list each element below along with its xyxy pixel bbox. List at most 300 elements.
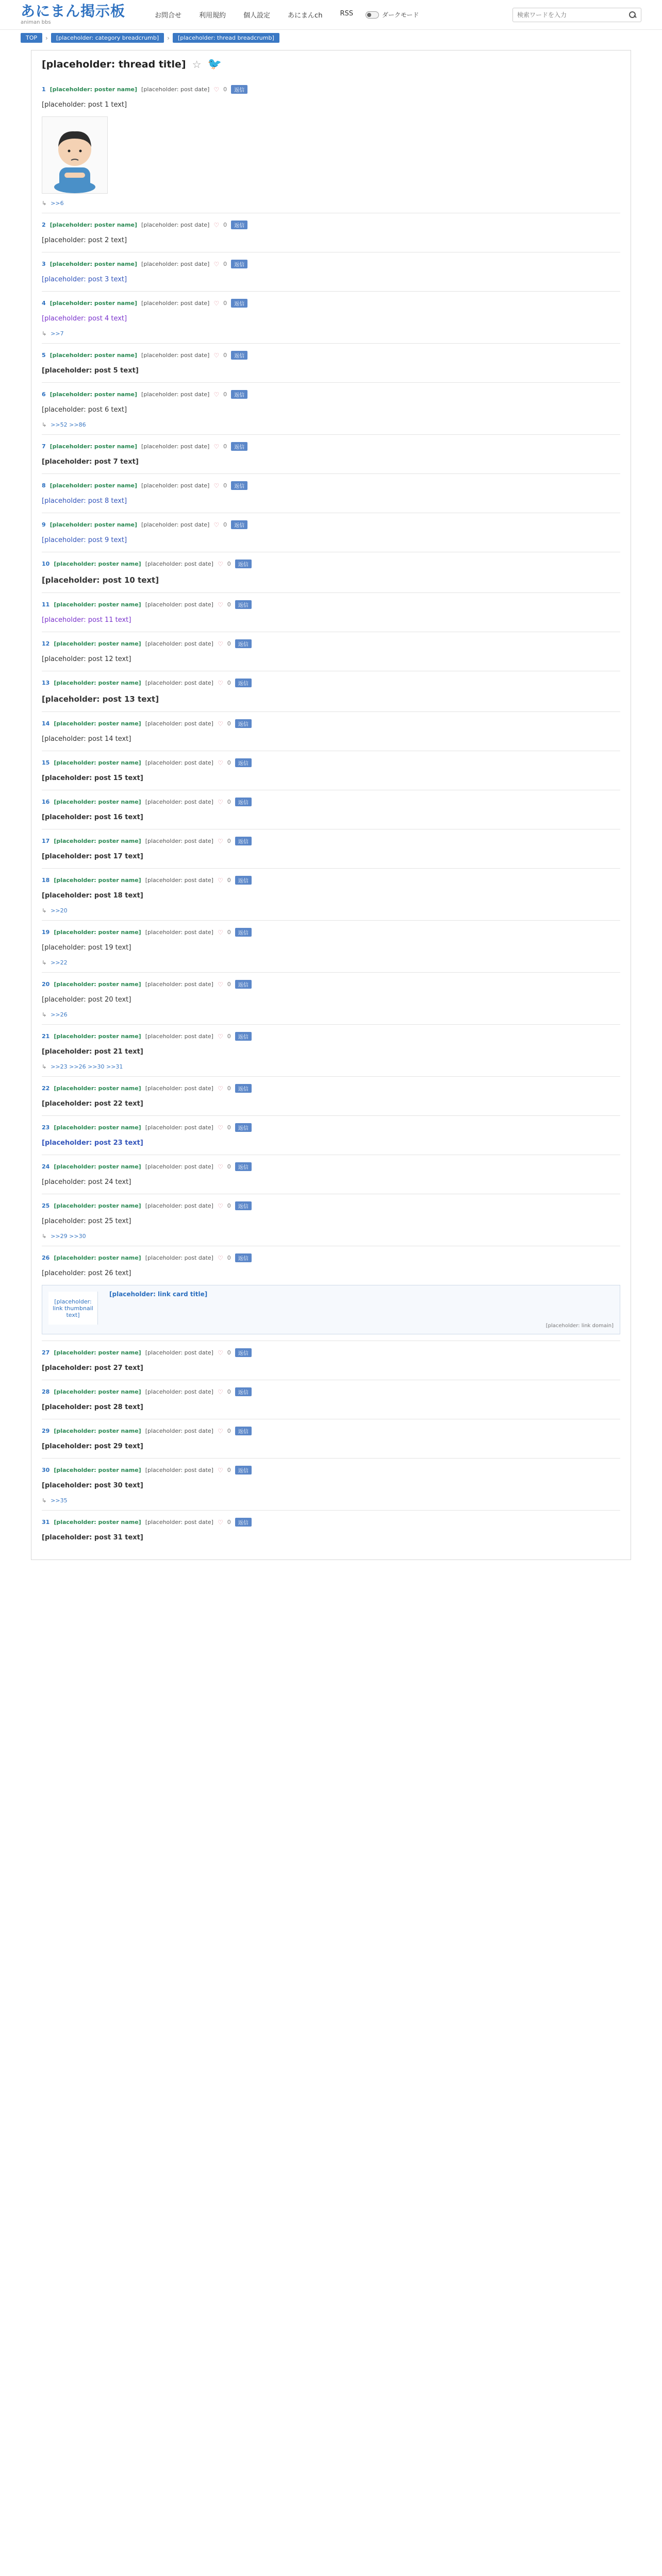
post-date: [placeholder: post date]	[141, 300, 210, 307]
reply-button[interactable]: 返信	[235, 1032, 252, 1041]
post-number[interactable]: 30	[42, 1467, 50, 1473]
post	[42, 711, 620, 751]
logo-text: あにまん掲示板	[21, 3, 126, 20]
poster-name: [placeholder: poster name]	[54, 1202, 141, 1209]
post-body: [placeholder: post 16 text]	[42, 814, 143, 821]
post-header	[42, 600, 620, 609]
post	[42, 213, 620, 252]
heart-icon[interactable]: ♡	[217, 679, 223, 687]
post-body: [placeholder: post 8 text]	[42, 497, 127, 505]
post	[42, 1458, 620, 1510]
post-body: [placeholder: post 17 text]	[42, 853, 143, 860]
post-number[interactable]: 17	[42, 838, 50, 844]
poster-name: [placeholder: poster name]	[54, 799, 141, 805]
post-number[interactable]: 21	[42, 1033, 50, 1040]
search-icon[interactable]	[628, 11, 637, 19]
heart-icon[interactable]: ♡	[217, 640, 223, 648]
post-body: [placeholder: post 11 text]	[42, 616, 131, 624]
reply-button[interactable]: 返信	[235, 928, 252, 937]
post-replies	[42, 200, 620, 207]
reply-button[interactable]: 返信	[235, 758, 252, 767]
post-date: [placeholder: post date]	[145, 1349, 213, 1356]
post-header	[42, 351, 620, 360]
reply-links[interactable]: >>29 >>30	[51, 1233, 86, 1240]
heart-icon[interactable]: ♡	[217, 1349, 223, 1357]
dark-mode-label: ダークモード	[382, 11, 419, 19]
post	[42, 1115, 620, 1155]
post-body: [placeholder: post 30 text]	[42, 1482, 143, 1489]
post-number[interactable]: 11	[42, 601, 50, 608]
post	[42, 343, 620, 382]
dark-mode-toggle[interactable]	[366, 10, 419, 19]
like-count: 0	[223, 391, 227, 398]
heart-icon[interactable]: ♡	[213, 482, 220, 489]
post-replies	[42, 1233, 620, 1240]
reply-links[interactable]: >>35	[51, 1497, 68, 1504]
reply-button[interactable]: 返信	[235, 1387, 252, 1396]
like-count: 0	[227, 981, 231, 988]
post-header	[42, 1123, 620, 1132]
post	[42, 920, 620, 972]
poster-name: [placeholder: poster name]	[54, 759, 141, 766]
post-body: [placeholder: post 5 text]	[42, 367, 139, 375]
site-logo[interactable]	[21, 4, 134, 25]
post-date: [placeholder: post date]	[141, 443, 210, 450]
reply-links[interactable]: >>20	[51, 907, 68, 914]
post-replies	[42, 1497, 620, 1504]
post-header	[42, 1518, 620, 1527]
post-header	[42, 928, 620, 937]
nav-animanch[interactable]: あにまんch	[288, 12, 323, 20]
poster-name: [placeholder: poster name]	[49, 222, 138, 228]
post-header	[42, 1162, 620, 1171]
main-nav	[155, 10, 353, 20]
post-date: [placeholder: post date]	[145, 1428, 213, 1434]
reply-button[interactable]: 返信	[235, 1518, 252, 1527]
post-number[interactable]: 16	[42, 799, 50, 805]
like-count: 0	[223, 352, 227, 359]
reply-button[interactable]: 返信	[231, 299, 247, 308]
post	[42, 552, 620, 592]
post-date: [placeholder: post date]	[145, 929, 213, 936]
reply-button[interactable]: 返信	[231, 481, 247, 490]
post-body: [placeholder: post 29 text]	[42, 1443, 143, 1450]
post-date: [placeholder: post date]	[145, 1467, 213, 1473]
poster-name: [placeholder: poster name]	[49, 482, 138, 489]
post	[42, 790, 620, 829]
heart-icon[interactable]: ♡	[217, 1032, 223, 1040]
post-date: [placeholder: post date]	[141, 391, 210, 398]
like-count: 0	[223, 482, 227, 489]
reply-links[interactable]: >>23 >>26 >>30 >>31	[51, 1063, 123, 1070]
thinking-man-illustration-icon	[46, 121, 103, 193]
thread-title: [placeholder: thread title]	[42, 58, 186, 70]
post-number[interactable]: 14	[42, 720, 50, 727]
post-header	[42, 390, 620, 399]
nav-settings[interactable]: 個人設定	[243, 12, 271, 20]
heart-icon[interactable]: ♡	[217, 1466, 223, 1474]
heart-icon[interactable]: ♡	[217, 1518, 223, 1526]
post-body: [placeholder: post 12 text]	[42, 655, 131, 663]
poster-name: [placeholder: poster name]	[54, 929, 141, 936]
heart-icon[interactable]: ♡	[217, 601, 223, 608]
link-card-domain: [placeholder: link domain]	[545, 1323, 614, 1329]
post-header	[42, 679, 620, 687]
like-count: 0	[227, 720, 231, 727]
reply-links[interactable]: >>6	[51, 200, 64, 207]
post	[42, 592, 620, 632]
reply-links[interactable]: >>22	[51, 959, 68, 966]
like-count: 0	[223, 300, 227, 307]
post-number[interactable]: 31	[42, 1519, 50, 1526]
reply-button[interactable]: 返信	[235, 1084, 252, 1093]
breadcrumb-category[interactable]: [placeholder: category breadcrumb]	[51, 33, 164, 43]
poster-name: [placeholder: poster name]	[49, 261, 138, 267]
post-number[interactable]: 24	[42, 1163, 50, 1170]
post-body: [placeholder: post 19 text]	[42, 944, 131, 952]
post-header	[42, 639, 620, 648]
heart-icon[interactable]: ♡	[217, 1388, 223, 1396]
like-count: 0	[227, 1124, 231, 1131]
post	[42, 1380, 620, 1419]
reply-button[interactable]: 返信	[235, 600, 252, 609]
post	[42, 473, 620, 513]
post	[42, 751, 620, 790]
post	[42, 632, 620, 671]
link-card-body	[104, 1285, 620, 1334]
post-body: [placeholder: post 22 text]	[42, 1100, 143, 1108]
post-number[interactable]: 5	[42, 352, 46, 359]
post-replies	[42, 421, 620, 428]
like-count: 0	[227, 1388, 231, 1395]
post-header	[42, 1466, 620, 1475]
post-replies	[42, 959, 620, 966]
reply-button[interactable]: 返信	[235, 639, 252, 648]
post-date: [placeholder: post date]	[145, 1033, 213, 1040]
like-count: 0	[227, 1085, 231, 1092]
post	[42, 1510, 620, 1549]
post-number[interactable]: 22	[42, 1085, 50, 1092]
reply-button[interactable]: 返信	[235, 798, 252, 806]
post-date: [placeholder: post date]	[141, 86, 210, 93]
heart-icon[interactable]: ♡	[217, 837, 223, 845]
post-header	[42, 1387, 620, 1396]
twitter-share-icon[interactable]: 🐦	[207, 58, 222, 71]
post-number[interactable]: 13	[42, 680, 50, 686]
heart-icon[interactable]: ♡	[213, 391, 220, 398]
post-number[interactable]: 27	[42, 1349, 50, 1356]
reply-button[interactable]: 返信	[235, 1123, 252, 1132]
heart-icon[interactable]: ♡	[217, 1427, 223, 1435]
post	[42, 671, 620, 711]
post-date: [placeholder: post date]	[141, 521, 210, 528]
post-body: [placeholder: post 25 text]	[42, 1217, 131, 1225]
post-header	[42, 719, 620, 728]
post-header	[42, 299, 620, 308]
heart-icon[interactable]: ♡	[213, 86, 220, 93]
post-number[interactable]: 15	[42, 759, 50, 766]
post-body: [placeholder: post 21 text]	[42, 1048, 143, 1056]
post-date: [placeholder: post date]	[145, 838, 213, 844]
post-number[interactable]: 29	[42, 1428, 50, 1434]
post-date: [placeholder: post date]	[145, 561, 213, 567]
post-replies	[42, 1063, 620, 1070]
poster-name: [placeholder: poster name]	[49, 443, 138, 450]
post-number[interactable]: 12	[42, 640, 50, 647]
post-number[interactable]: 23	[42, 1124, 50, 1131]
link-card-title[interactable]: [placeholder: link card title]	[109, 1291, 208, 1298]
post-body: [placeholder: post 7 text]	[42, 458, 139, 466]
post-body: [placeholder: post 28 text]	[42, 1403, 143, 1411]
poster-name: [placeholder: poster name]	[54, 1085, 141, 1092]
post-body: [placeholder: post 26 text]	[42, 1269, 131, 1277]
post-number[interactable]: 8	[42, 482, 46, 489]
like-count: 0	[227, 838, 231, 844]
reply-arrow-icon: ↳	[42, 200, 47, 207]
like-count: 0	[227, 1467, 231, 1473]
post-body: [placeholder: post 14 text]	[42, 735, 131, 743]
poster-name: [placeholder: poster name]	[54, 981, 141, 988]
post-body: [placeholder: post 2 text]	[42, 236, 127, 244]
post-number[interactable]: 3	[42, 261, 46, 267]
heart-icon[interactable]: ♡	[213, 299, 220, 307]
post-body: [placeholder: post 23 text]	[42, 1139, 143, 1147]
post	[42, 1024, 620, 1076]
like-count: 0	[223, 86, 227, 93]
post-date: [placeholder: post date]	[145, 1085, 213, 1092]
post	[42, 1246, 620, 1341]
post-date: [placeholder: post date]	[145, 759, 213, 766]
reply-button[interactable]: 返信	[231, 390, 247, 399]
like-count: 0	[227, 877, 231, 884]
poster-name: [placeholder: poster name]	[54, 1033, 141, 1040]
post-header	[42, 1427, 620, 1435]
post	[42, 434, 620, 473]
nav-contact[interactable]: お問合せ	[155, 12, 182, 20]
reply-button[interactable]: 返信	[235, 560, 252, 568]
post-number[interactable]: 2	[42, 222, 46, 228]
reply-button[interactable]: 返信	[235, 679, 252, 687]
breadcrumb-separator-icon: ›	[45, 34, 48, 42]
post-body: [placeholder: post 3 text]	[42, 276, 127, 283]
like-count: 0	[227, 601, 231, 608]
search-input[interactable]	[517, 11, 628, 19]
post-number[interactable]: 19	[42, 929, 50, 936]
post-body: [placeholder: post 6 text]	[42, 406, 127, 414]
post-body: [placeholder: post 24 text]	[42, 1178, 131, 1186]
reply-links[interactable]: >>7	[51, 330, 64, 337]
poster-name: [placeholder: poster name]	[54, 1467, 141, 1473]
post-number[interactable]: 10	[42, 561, 50, 567]
reply-button[interactable]: 返信	[235, 1348, 252, 1357]
like-count: 0	[227, 561, 231, 567]
post	[42, 1076, 620, 1115]
post	[42, 252, 620, 291]
heart-icon[interactable]: ♡	[217, 1254, 223, 1262]
post-number[interactable]: 4	[42, 300, 46, 307]
post-date: [placeholder: post date]	[145, 1124, 213, 1131]
heart-icon[interactable]: ♡	[217, 720, 223, 727]
poster-name: [placeholder: poster name]	[49, 86, 138, 93]
poster-name: [placeholder: poster name]	[49, 391, 138, 398]
reply-button[interactable]: 返信	[231, 85, 247, 94]
post-body: [placeholder: post 10 text]	[42, 575, 159, 585]
like-count: 0	[223, 222, 227, 228]
post-date: [placeholder: post date]	[141, 222, 210, 228]
post-number[interactable]: 7	[42, 443, 46, 450]
post-number[interactable]: 28	[42, 1388, 50, 1395]
like-count: 0	[223, 261, 227, 267]
heart-icon[interactable]: ♡	[217, 560, 223, 568]
reply-arrow-icon: ↳	[42, 959, 47, 966]
post-header	[42, 442, 620, 451]
post-header	[42, 560, 620, 568]
reply-button[interactable]: 返信	[231, 221, 247, 229]
reply-button[interactable]: 返信	[235, 719, 252, 728]
favorite-star-icon[interactable]: ☆	[192, 58, 202, 71]
post-header	[42, 980, 620, 989]
thread	[31, 50, 631, 1560]
post-body: [placeholder: post 20 text]	[42, 996, 131, 1004]
heart-icon[interactable]: ♡	[217, 928, 223, 936]
breadcrumb-thread[interactable]: [placeholder: thread breadcrumb]	[173, 33, 279, 43]
poster-name: [placeholder: poster name]	[54, 1388, 141, 1395]
heart-icon[interactable]: ♡	[217, 798, 223, 806]
post-body: [placeholder: post 31 text]	[42, 1534, 143, 1541]
poster-name: [placeholder: poster name]	[54, 1349, 141, 1356]
reply-links[interactable]: >>26	[51, 1011, 68, 1018]
heart-icon[interactable]: ♡	[217, 1084, 223, 1092]
poster-name: [placeholder: poster name]	[54, 1519, 141, 1526]
like-count: 0	[227, 1349, 231, 1356]
post-date: [placeholder: post date]	[145, 1388, 213, 1395]
reply-arrow-icon: ↳	[42, 1011, 47, 1018]
post-date: [placeholder: post date]	[145, 1163, 213, 1170]
thread-title-row	[42, 58, 620, 71]
post-number[interactable]: 26	[42, 1255, 50, 1261]
like-count: 0	[227, 640, 231, 647]
heart-icon[interactable]: ♡	[217, 1124, 223, 1131]
post-header	[42, 85, 620, 94]
breadcrumb-top[interactable]: TOP	[21, 33, 42, 43]
reply-button[interactable]: 返信	[231, 442, 247, 451]
like-count: 0	[227, 680, 231, 686]
heart-icon[interactable]: ♡	[217, 759, 223, 767]
like-count: 0	[227, 1163, 231, 1170]
heart-icon[interactable]: ♡	[217, 1202, 223, 1210]
post-body: [placeholder: post 4 text]	[42, 315, 127, 323]
heart-icon[interactable]: ♡	[217, 1163, 223, 1171]
reply-button[interactable]: 返信	[235, 1162, 252, 1171]
heart-icon[interactable]: ♡	[213, 260, 220, 268]
reply-links[interactable]: >>52 >>86	[51, 421, 86, 428]
reply-button[interactable]: 返信	[235, 1253, 252, 1262]
poster-name: [placeholder: poster name]	[54, 1255, 141, 1261]
like-count: 0	[227, 1428, 231, 1434]
post-body: [placeholder: post 27 text]	[42, 1364, 143, 1372]
poster-name: [placeholder: poster name]	[49, 521, 138, 528]
post-number[interactable]: 9	[42, 521, 46, 528]
post-header	[42, 1253, 620, 1262]
reply-button[interactable]: 返信	[231, 520, 247, 529]
reply-arrow-icon: ↳	[42, 330, 47, 337]
post-number[interactable]: 1	[42, 86, 46, 93]
site-header	[0, 0, 662, 30]
post	[42, 1341, 620, 1380]
post-number[interactable]: 20	[42, 981, 50, 988]
link-preview-card[interactable]	[42, 1285, 620, 1334]
post-date: [placeholder: post date]	[145, 799, 213, 805]
post-date: [placeholder: post date]	[141, 482, 210, 489]
reply-button[interactable]: 返信	[235, 1466, 252, 1475]
logo-subtitle: animan bbs	[21, 20, 51, 25]
heart-icon[interactable]: ♡	[213, 521, 220, 529]
like-count: 0	[227, 1519, 231, 1526]
breadcrumb-separator-icon: ›	[167, 34, 170, 42]
post-replies	[42, 330, 620, 337]
post-header	[42, 1032, 620, 1041]
post-header	[42, 1084, 620, 1093]
reply-arrow-icon: ↳	[42, 421, 47, 428]
post-number[interactable]: 6	[42, 391, 46, 398]
post	[42, 513, 620, 552]
post-number[interactable]: 25	[42, 1202, 50, 1209]
post-header	[42, 876, 620, 885]
like-count: 0	[223, 443, 227, 450]
post-date: [placeholder: post date]	[145, 1202, 213, 1209]
reply-button[interactable]: 返信	[235, 980, 252, 989]
reply-button[interactable]: 返信	[231, 351, 247, 360]
heart-icon[interactable]: ♡	[213, 443, 220, 450]
reply-button[interactable]: 返信	[235, 1427, 252, 1435]
reply-button[interactable]: 返信	[231, 260, 247, 268]
post-date: [placeholder: post date]	[145, 720, 213, 727]
post-body: [placeholder: post 15 text]	[42, 774, 143, 782]
reply-button[interactable]: 返信	[235, 876, 252, 885]
heart-icon[interactable]: ♡	[213, 351, 220, 359]
post-date: [placeholder: post date]	[141, 261, 210, 267]
post-list	[42, 83, 620, 1549]
post	[42, 83, 620, 213]
post-body: [placeholder: post 9 text]	[42, 536, 127, 544]
poster-name: [placeholder: poster name]	[54, 640, 141, 647]
post	[42, 868, 620, 920]
post-image[interactable]	[42, 116, 108, 194]
poster-name: [placeholder: poster name]	[54, 1163, 141, 1170]
post-header	[42, 837, 620, 845]
heart-icon[interactable]: ♡	[217, 876, 223, 884]
post	[42, 1155, 620, 1194]
reply-button[interactable]: 返信	[235, 837, 252, 845]
post	[42, 382, 620, 434]
reply-arrow-icon: ↳	[42, 1233, 47, 1240]
post-replies	[42, 907, 620, 914]
reply-arrow-icon: ↳	[42, 1063, 47, 1070]
reply-button[interactable]: 返信	[235, 1201, 252, 1210]
like-count: 0	[227, 1255, 231, 1261]
like-count: 0	[223, 521, 227, 528]
like-count: 0	[227, 929, 231, 936]
heart-icon[interactable]: ♡	[217, 980, 223, 988]
nav-terms[interactable]: 利用規約	[199, 12, 226, 20]
like-count: 0	[227, 1202, 231, 1209]
nav-rss[interactable]: RSS	[340, 10, 353, 18]
poster-name: [placeholder: poster name]	[54, 1124, 141, 1131]
post-header	[42, 221, 620, 229]
poster-name: [placeholder: poster name]	[49, 352, 138, 359]
heart-icon[interactable]: ♡	[213, 221, 220, 229]
post-number[interactable]: 18	[42, 877, 50, 884]
